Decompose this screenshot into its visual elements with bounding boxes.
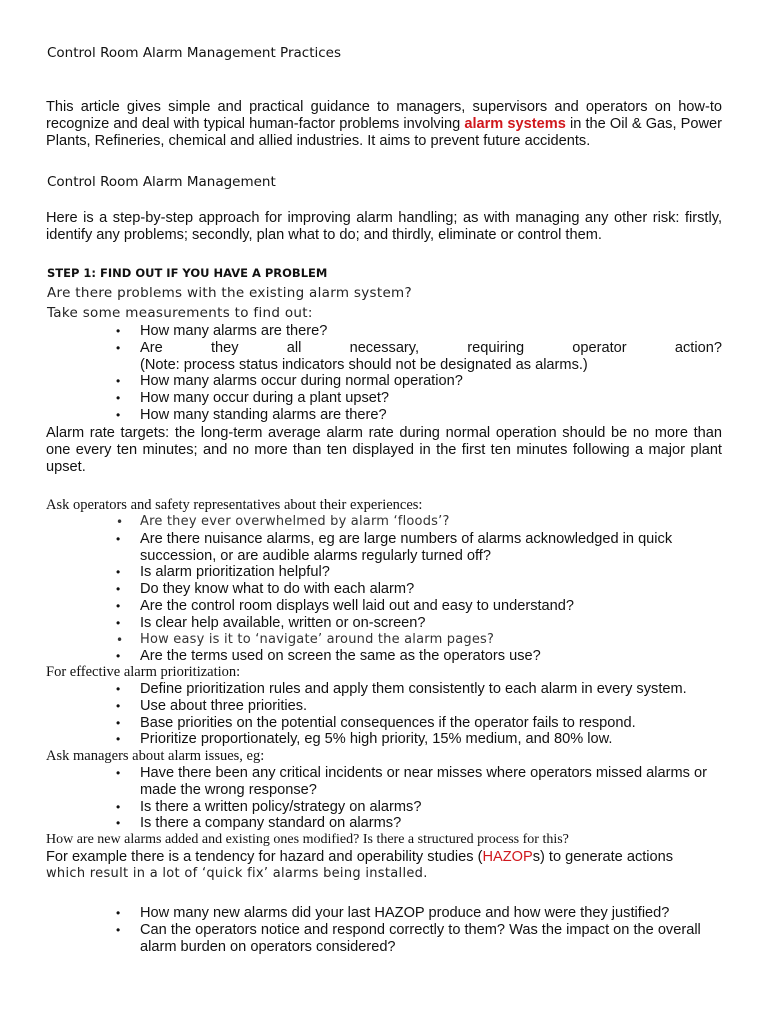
bullet-icon: •	[116, 922, 121, 937]
bullet-icon: •	[116, 565, 121, 580]
word: operator	[572, 339, 627, 356]
bullet-icon: •	[116, 632, 124, 647]
list-item	[0, 615, 722, 632]
page-title: Control Room Alarm Management Practices	[47, 45, 342, 61]
list-item	[0, 922, 722, 956]
word: requiring	[467, 339, 525, 356]
list-item-text: Can the operators notice and respond correctly to them? Was the impact on the overall alarm burden on operators considered?	[140, 921, 701, 955]
list-item-text: Are the control room displays well laid out and easy to understand?	[140, 597, 575, 614]
list-item	[0, 323, 722, 340]
prioritization-list	[0, 681, 722, 748]
bullet-icon: •	[116, 324, 121, 338]
list-item-text: How many standing alarms are there?	[140, 406, 387, 423]
list-item	[0, 514, 722, 531]
bullet-icon: •	[116, 649, 121, 664]
prioritization-label: For effective alarm prioritization:	[46, 664, 241, 680]
list-item-text: Is there a written policy/strategy on alarms?	[140, 798, 422, 815]
list-item	[0, 731, 722, 748]
intro-text-end: in the Oil & Gas, Power Plants, Refineries, chemical and allied industries. It aims to prevent future accidents.	[46, 116, 723, 149]
new-alarms-question: How are new alarms added and existing ones modified? Is there a structured process for this?	[46, 832, 569, 847]
intro-text-start: This article gives simple and practical guidance to managers, supervisors and operators on how-to recognize and deal with typical human-factor problems involving	[46, 99, 722, 132]
bullet-icon: •	[116, 531, 121, 546]
word: necessary,	[349, 339, 420, 356]
bullet-icon: •	[116, 715, 121, 730]
list-item	[0, 581, 722, 598]
intro-paragraph	[46, 99, 722, 150]
ask-operators-label: Ask operators and safety representatives about their experiences:	[46, 497, 423, 513]
managers-list	[0, 765, 722, 832]
list-item-text: How easy is it to ‘navigate’ around the alarm pages?	[140, 631, 495, 647]
word: they	[210, 339, 239, 356]
approach-paragraph: Here is a step-by-step approach for improving alarm handling; as with managing any other risk: firstly, identify any problems; secondly, plan what to do; and thirdly, eliminate or control them.	[46, 210, 722, 243]
step1-heading: STEP 1: FIND OUT IF YOU HAVE A PROBLEM	[47, 266, 328, 280]
bullet-icon: •	[116, 906, 121, 920]
list-item	[0, 598, 722, 615]
section-heading: Control Room Alarm Management	[47, 174, 276, 190]
list-item	[0, 390, 722, 407]
list-item	[0, 815, 722, 832]
bullet-icon: •	[116, 374, 121, 389]
bullet-icon: •	[116, 615, 121, 630]
note-text: (Note: process status indicators should not be designated as alarms.)	[140, 356, 588, 373]
step1-measure: Take some measurements to find out:	[47, 305, 313, 321]
list-item	[0, 681, 722, 698]
list-item-text: How many new alarms did your last HAZOP produce and how were they justified?	[140, 905, 670, 921]
list-item	[0, 340, 722, 374]
measurement-list	[0, 323, 722, 424]
hazop-link[interactable]: HAZOP	[482, 849, 533, 865]
list-item-text: Do they know what to do with each alarm?	[140, 581, 415, 598]
list-item	[0, 407, 722, 424]
bullet-icon: •	[116, 682, 121, 696]
list-item	[0, 564, 722, 581]
list-item-text: How many alarms are there?	[140, 323, 328, 339]
justified-line	[140, 340, 722, 357]
list-item	[0, 715, 722, 732]
list-item-text: Prioritize proportionately, eg 5% high priority, 15% medium, and 80% low.	[140, 731, 613, 748]
list-item-text: Use about three priorities.	[140, 697, 308, 714]
list-item	[0, 531, 722, 565]
list-item-text: Define prioritization rules and apply them consistently to each alarm in every system.	[140, 681, 687, 697]
list-item-text: Is alarm prioritization helpful?	[140, 564, 330, 581]
bullet-icon: •	[116, 407, 121, 422]
bullet-icon: •	[116, 799, 121, 814]
list-item	[0, 632, 722, 649]
list-item-text: Are the terms used on screen the same as the operators use?	[140, 648, 541, 665]
list-item	[0, 799, 722, 816]
list-item	[0, 698, 722, 715]
bullet-icon: •	[116, 816, 121, 831]
bullet-icon: •	[116, 391, 121, 406]
word: Are	[140, 339, 163, 356]
step1-question: Are there problems with the existing alarm system?	[47, 285, 412, 301]
bullet-icon: •	[116, 515, 124, 529]
list-item	[0, 765, 722, 799]
bullet-icon: •	[116, 698, 121, 713]
bullet-icon: •	[116, 766, 121, 780]
bullet-icon: •	[116, 598, 121, 613]
list-item-text: Is clear help available, written or on-screen?	[140, 614, 426, 631]
word: all	[286, 339, 302, 356]
hazop-example	[46, 849, 722, 866]
word: action?	[674, 339, 722, 356]
ask-managers-label: Ask managers about alarm issues, eg:	[46, 748, 265, 764]
operators-list	[0, 514, 722, 665]
list-item-text: Base priorities on the potential consequences if the operator fails to respond.	[140, 714, 636, 731]
list-item	[0, 648, 722, 665]
list-item-text: Are they ever overwhelmed by alarm ‘floods’?	[140, 514, 450, 529]
list-item-text: How many alarms occur during normal operation?	[140, 373, 463, 390]
alarm-systems-link[interactable]: alarm systems	[464, 116, 566, 132]
list-item-text: Is there a company standard on alarms?	[140, 815, 402, 832]
bullet-icon: •	[116, 732, 121, 747]
hazop-list	[0, 905, 722, 955]
bullet-icon: •	[116, 582, 121, 597]
example-text-start: For example there is a tendency for hazard and operability studies (	[46, 849, 483, 865]
list-item-text: Are there nuisance alarms, eg are large numbers of alarms acknowledged in quick succession, or are audible alarms regularly turned off?	[140, 530, 673, 564]
hazop-example-line2: which result in a lot of ‘quick fix’ alarms being installed.	[46, 866, 428, 881]
list-item	[0, 373, 722, 390]
list-item-text: How many occur during a plant upset?	[140, 390, 390, 407]
bullet-icon: •	[116, 340, 121, 355]
alarm-rate-targets: Alarm rate targets: the long-term average alarm rate during normal operation should be no more than one every ten minutes; and no more than ten displayed in the first ten minutes following a major plant upset.	[46, 425, 722, 475]
list-item	[0, 905, 722, 922]
list-item-text: Have there been any critical incidents or near misses where operators missed alarms or made the wrong response?	[140, 765, 707, 798]
example-text-end: s) to generate actions	[532, 849, 674, 865]
